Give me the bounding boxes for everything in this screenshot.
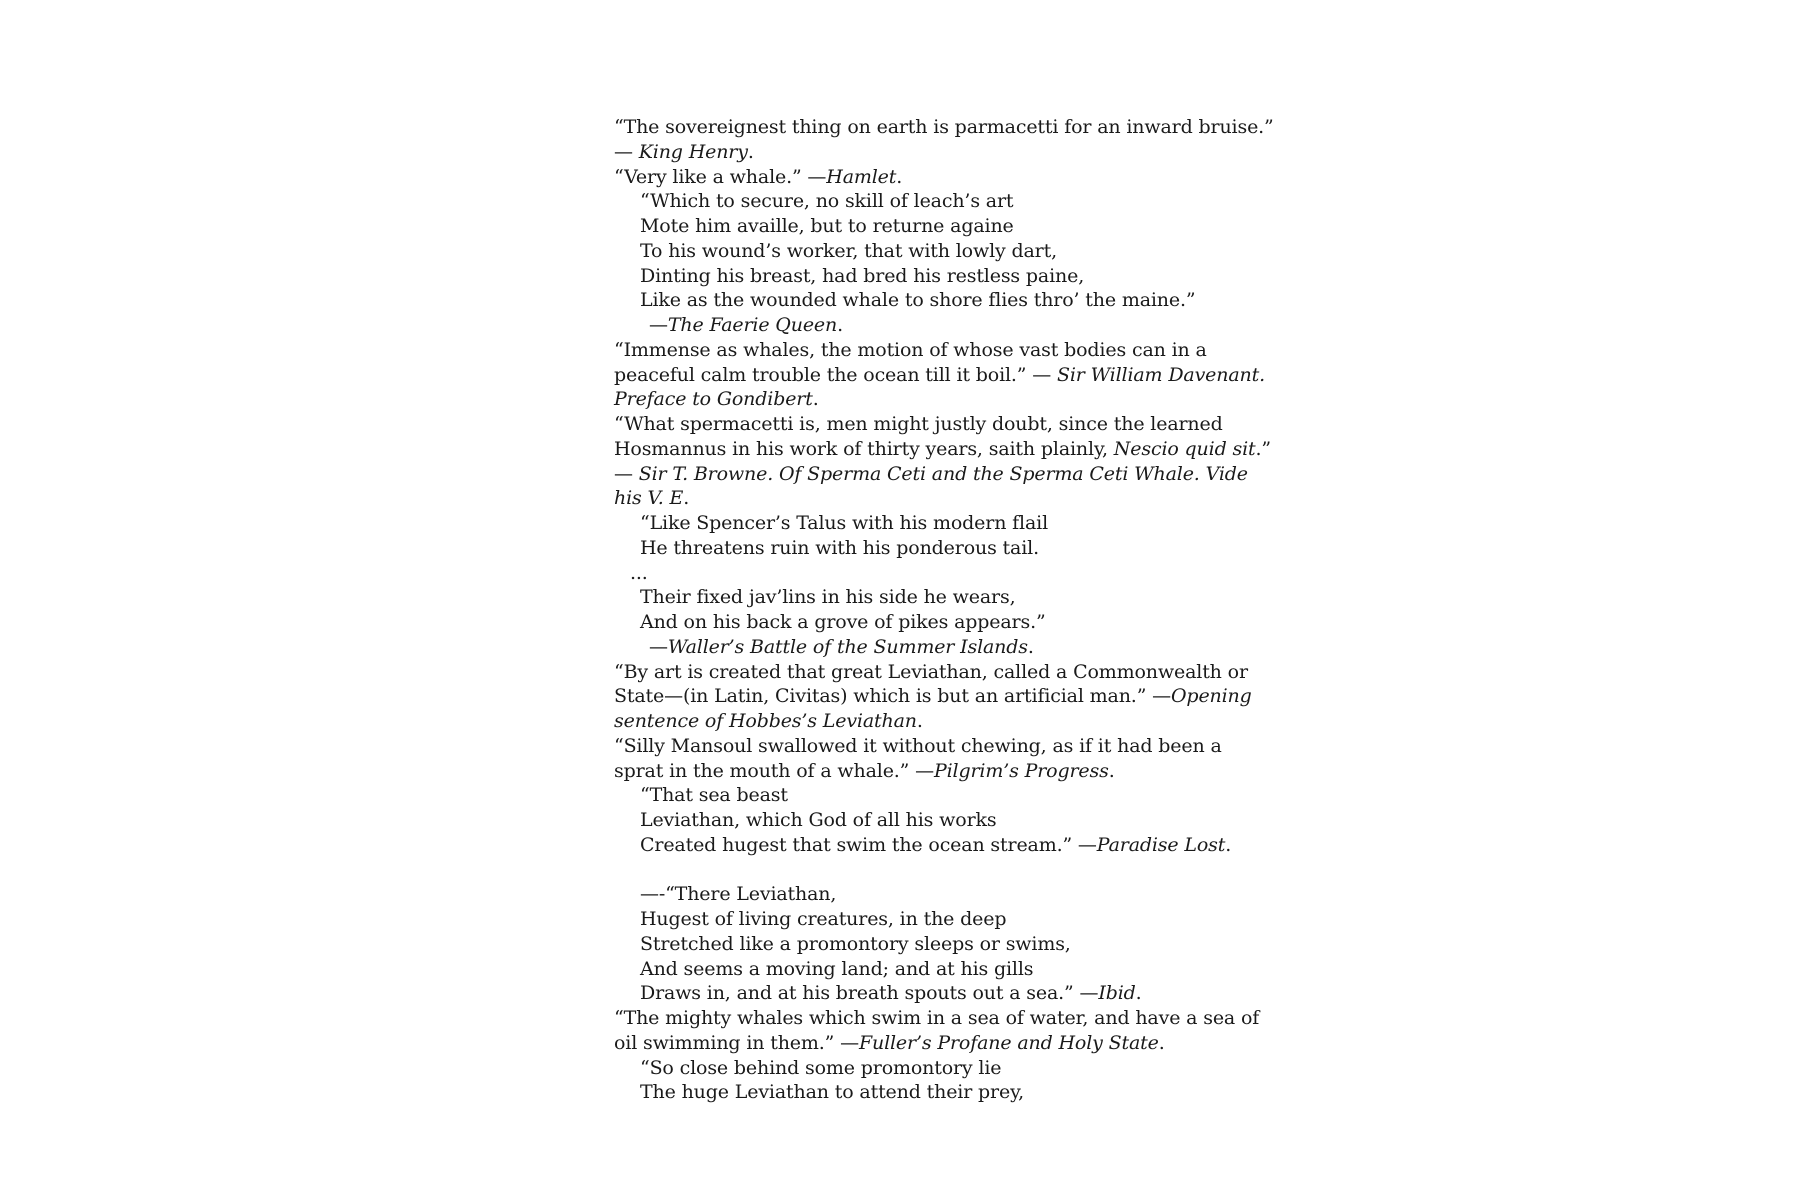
quote-citation: Sir T. Browne. Of Sperma Ceti and the Sperma Ceti Whale. Vide his V. E — [614, 462, 1248, 510]
verse-line: Like as the wounded whale to shore flies thro’ the maine.” — [640, 289, 1196, 312]
extract-hamlet — [614, 165, 1274, 190]
quote-text: “Immense as whales, the motion of whose vast bodies can in a peaceful calm trouble the ocean till it boil.” — — [614, 338, 1207, 386]
verse-line: He threatens ruin with his ponderous tail. — [640, 536, 1039, 559]
quote-citation: King Henry — [638, 140, 748, 163]
extract-hobbes — [614, 660, 1274, 734]
extract-waller — [614, 511, 1274, 660]
quote-text: “Silly Mansoul swallowed it without chewing, as if it had been a sprat in the mouth of a whale.” — — [614, 734, 1222, 782]
verse-line: Hugest of living creatures, in the deep — [640, 908, 1007, 930]
verse-line: Dinting his breast, had bred his restless paine, — [640, 264, 1085, 287]
citation-period: . — [896, 165, 903, 188]
quote-citation: Waller’s Battle of the Summer Islands — [667, 635, 1028, 658]
quote-text: “The sovereignest thing on earth is parmacetti for an inward bruise.” — — [614, 116, 1274, 163]
verse-line: “So close behind some promontory lie — [640, 1056, 1002, 1079]
verse-line-with-citation — [640, 833, 1274, 858]
stanza-gap — [640, 858, 1274, 883]
quote-citation: The Faerie Queen — [667, 314, 838, 336]
verse-line: “Like Spencer’s Talus with his modern flail — [640, 512, 1049, 534]
verse-line: “Which to secure, no skill of leach’s art — [640, 190, 1014, 213]
verse-line: “That sea beast — [640, 784, 788, 807]
citation-period: . — [1135, 982, 1142, 1005]
attribution-dash: — — [649, 635, 668, 658]
verse-line: To his wound’s worker, that with lowly dart, — [640, 239, 1057, 262]
quote-citation: Fuller’s Profane and Holy State — [858, 1031, 1159, 1054]
extract-davenant — [614, 338, 1274, 412]
extracts-column — [614, 115, 1274, 1105]
citation-period: . — [1225, 833, 1232, 856]
latin-phrase: Nescio quid sit — [1113, 437, 1256, 460]
quote-citation: Paradise Lost — [1096, 833, 1226, 856]
quote-text-end: .” — — [614, 437, 1271, 485]
quote-text: “The mighty whales which swim in a sea of water, and have a sea of oil swimming in them.” — — [614, 1007, 1260, 1054]
quote-text: “By art is created that great Leviathan, called a Commonwealth or State—(in Latin, Civitas) which is but an artificial man.” — — [614, 660, 1248, 708]
quote-citation: Pilgrim’s Progress — [933, 759, 1109, 782]
citation-period: . — [812, 388, 819, 411]
extract-browne — [614, 412, 1274, 511]
citation-period: . — [916, 710, 923, 732]
extract-fuller — [614, 1006, 1274, 1056]
verse-line: Mote him availle, but to returne againe — [640, 215, 1014, 237]
quote-citation: Hamlet — [826, 165, 897, 188]
quote-text: “What spermacetti is, men might justly doubt, since the learned Hosmannus in his work of thirty years, saith plainly, — [614, 413, 1223, 460]
verse-line: Stretched like a promontory sleeps or swims, — [640, 932, 1071, 955]
verse-text: Created hugest that swim the ocean stream.” — — [640, 833, 1097, 856]
verse-text: Draws in, and at his breath spouts out a sea.” — — [640, 982, 1099, 1005]
quote-citation: Ibid — [1098, 982, 1136, 1005]
extract-ibid — [614, 882, 1274, 1006]
verse-line: The huge Leviathan to attend their prey, — [640, 1081, 1025, 1104]
verse-line: Their fixed jav’lins in his side he wears, — [640, 586, 1016, 609]
citation-period: . — [1027, 635, 1034, 658]
quote-citation: Opening sentence of Hobbes’s Leviathan — [614, 685, 1252, 732]
citation-period: . — [747, 140, 754, 163]
verse-line: —-“There Leviathan, — [640, 883, 837, 906]
verse-line: And seems a moving land; and at his gills — [640, 957, 1034, 980]
citation-period: . — [1108, 759, 1115, 782]
extract-promontory — [614, 1056, 1274, 1106]
attribution-dash: — — [649, 314, 668, 336]
extract-king-henry — [614, 115, 1274, 165]
citation-period: . — [837, 314, 843, 336]
extract-faerie-queen — [614, 189, 1274, 338]
verse-line-with-citation — [640, 981, 1274, 1006]
quote-citation: Sir William Davenant. Preface to Gondibert — [614, 363, 1265, 411]
extract-pilgrims-progress — [614, 734, 1274, 784]
verse-line: Leviathan, which God of all his works — [640, 809, 997, 831]
citation-period: . — [683, 487, 690, 510]
verse-attribution — [640, 313, 1274, 338]
verse-ellipsis: ... — [630, 561, 648, 584]
citation-period: . — [1158, 1031, 1165, 1054]
verse-attribution — [640, 635, 1274, 660]
extract-paradise-lost — [614, 783, 1274, 882]
quote-text: “Very like a whale.” — — [614, 165, 827, 188]
verse-line: And on his back a grove of pikes appears.” — [640, 611, 1046, 633]
